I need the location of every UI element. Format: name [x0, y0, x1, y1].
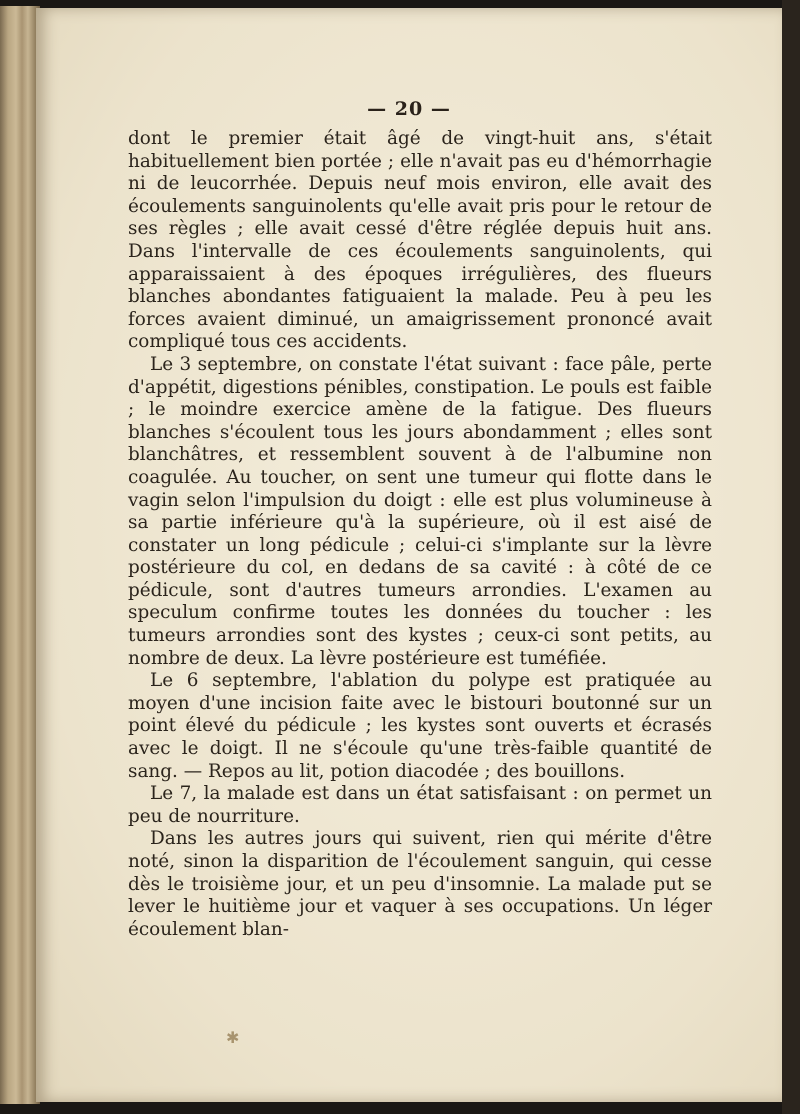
paragraph-2: Le 3 septembre, on constate l'état suivant : face pâle, perte d'appétit, digestions pénibles, constipation. Le pouls est faible ; le moindre exercice amène de la fatigue. Des flueurs blanches s'écoulent tous les jours abondamment ; elles sont blanchâtres, et ressemblent souvent à de l'albumine non coagulée. Au toucher, on sent une tumeur qui flotte dans le vagin selon l'impulsion du doigt : elle est plus volumineuse à sa partie inférieure qu'à la supérieure, où il est aisé de constater un long pédicule ; celui-ci s'implante sur la lèvre postérieure du col, en dedans de sa cavité : à côté de ce pédicule, sont d'autres tumeurs arrondies. L'examen au speculum confirme toutes les données du toucher : les tumeurs arrondies sont des kystes ; ceux-ci sont petits, au nombre de deux. La lèvre postérieure est tuméfiée.	[128, 353, 712, 669]
paragraph-1: dont le premier était âgé de vingt-huit ans, s'était habituellement bien portée ; elle n'avait pas eu d'hémorrhagie ni de leucorrhée. Depuis neuf mois environ, elle avait des écoulements sanguinolents qu'elle avait pris pour le retour de ses règles ; elle avait cessé d'être réglée depuis huit ans. Dans l'intervalle de ces écoulements sanguinolents, qui apparaissaient à des époques irrégulières, des flueurs blanches abondantes fatiguaient la malade. Peu à peu les forces avaient diminué, un amaigrissement prononcé avait compliqué tous ces accidents.	[128, 128, 712, 353]
page-body	[128, 128, 712, 941]
paragraph-3: Le 6 septembre, l'ablation du polype est pratiquée au moyen d'une incision faite avec le bistouri boutonné sur un point élevé du pédicule ; les kystes sont ouverts et écrasés avec le doigt. Il ne s'écoule qu'une très-faible quantité de sang. — Repos au lit, potion diacodée ; des bouillons.	[128, 670, 712, 782]
scan-border	[782, 0, 800, 1114]
ink-blot: ✱	[226, 1028, 240, 1047]
page-number: — 20 —	[367, 98, 451, 120]
page-sheet	[36, 8, 782, 1102]
paragraph-5: Dans les autres jours qui suivent, rien qui mérite d'être noté, sinon la disparition de l'écoulement sanguin, qui cesse dès le troisième jour, et un peu d'insomnie. La malade put se lever le huitième jour et vaquer à ses occupations. Un léger écoulement blan-	[128, 828, 712, 940]
paragraph-4: Le 7, la malade est dans un état satisfaisant : on permet un peu de nourriture.	[128, 783, 712, 827]
book-edge	[0, 6, 40, 1104]
